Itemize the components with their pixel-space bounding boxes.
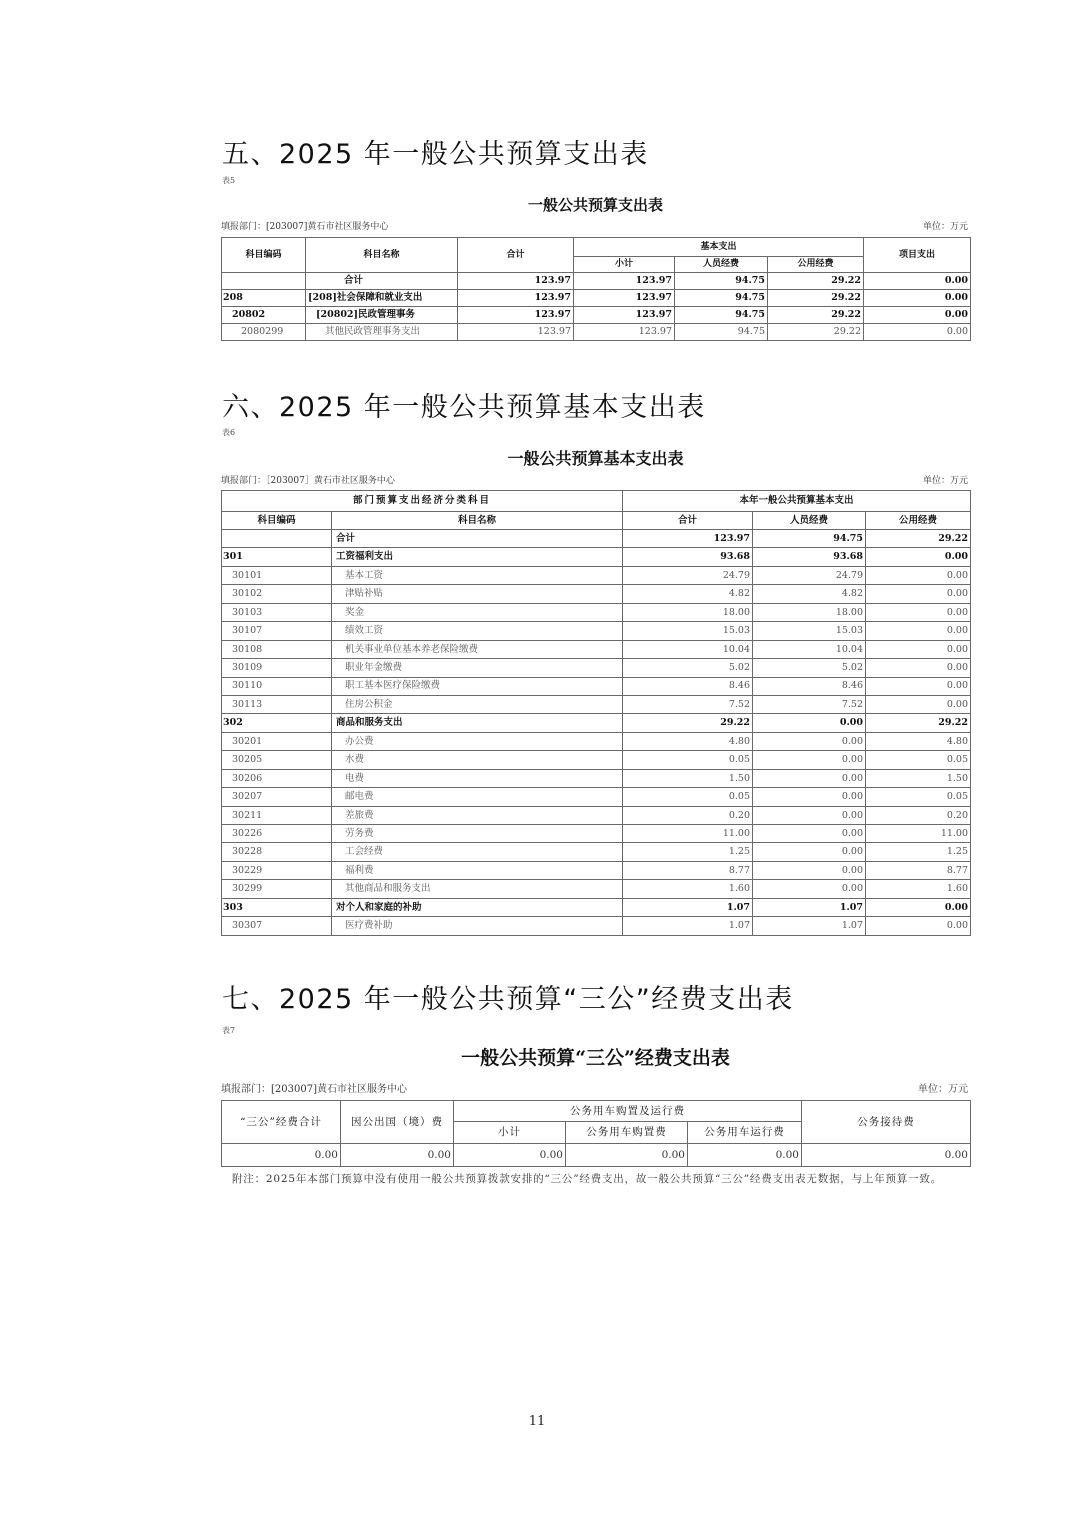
cell-total: 24.79 <box>623 566 753 584</box>
cell-personnel: 5.02 <box>753 659 866 677</box>
table-row-30211 <box>222 806 971 824</box>
cell-personnel: 94.75 <box>675 290 768 307</box>
cell-name: 医疗费补助 <box>332 917 623 935</box>
cell-public: 8.77 <box>866 861 971 879</box>
table-title-7: 一般公共预算“三公”经费支出表 <box>461 1047 730 1069</box>
cell-code: 30207 <box>222 788 332 806</box>
cell-code: 20802 <box>222 307 306 324</box>
table-row-30108 <box>222 640 971 658</box>
cell-name: [20802]民政管理事务 <box>306 307 458 324</box>
table-row-30103 <box>222 603 971 621</box>
cell-code <box>222 530 332 548</box>
table-row-30307 <box>222 917 971 935</box>
cell-code: 30205 <box>222 751 332 769</box>
cell-personnel: 1.07 <box>753 898 866 916</box>
cell-personnel: 94.75 <box>675 324 768 341</box>
section-heading-5: 五、2025 年一般公共预算支出表 <box>222 139 649 170</box>
cell-public: 0.00 <box>866 585 971 603</box>
cell-total: 1.07 <box>623 898 753 916</box>
cell-public: 29.22 <box>768 324 864 341</box>
cell-name: 办公费 <box>332 732 623 750</box>
cell-name: [208]社会保障和就业支出 <box>306 290 458 307</box>
cell-public: 0.00 <box>866 677 971 695</box>
cell-personnel: 10.04 <box>753 640 866 658</box>
cell-public: 29.22 <box>866 530 971 548</box>
cell-personnel: 94.75 <box>675 273 768 290</box>
cell-subtotal: 123.97 <box>574 307 675 324</box>
cell-name: 合计 <box>332 530 623 548</box>
table-row-30113 <box>222 695 971 713</box>
cell-code: 30103 <box>222 603 332 621</box>
header-name: 科目名称 <box>332 512 623 530</box>
cell-total: 0.20 <box>623 806 753 824</box>
cell-vehicle-purchase: 0.00 <box>566 1144 688 1167</box>
cell-code: 303 <box>222 898 332 916</box>
header-code: 科目编码 <box>222 238 306 273</box>
cell-code: 30107 <box>222 622 332 640</box>
cell-personnel: 0.00 <box>753 880 866 898</box>
cell-personnel: 7.52 <box>753 695 866 713</box>
table-row-30299 <box>222 880 971 898</box>
table-body <box>222 1144 971 1167</box>
cell-public: 29.22 <box>768 307 864 324</box>
cell-code: 2080299 <box>222 324 306 341</box>
cell-personnel: 1.07 <box>753 917 866 935</box>
cell-total: 10.04 <box>623 640 753 658</box>
cell-personnel: 93.68 <box>753 548 866 566</box>
table-title-5: 一般公共预算支出表 <box>527 196 663 214</box>
table-meta-7 <box>221 1085 970 1095</box>
table-row-total <box>222 273 971 290</box>
cell-subtotal: 123.97 <box>574 273 675 290</box>
cell-public: 0.00 <box>866 640 971 658</box>
cell-personnel: 94.75 <box>675 307 768 324</box>
table-note-7: 附注：2025年本部门预算中没有使用一般公共预算拨款安排的“三公”经费支出，故一般公共预算“三公”经费支出表无数据，与上年预算一致。 <box>232 1173 942 1185</box>
cell-total: 8.46 <box>623 677 753 695</box>
general-budget-basic-expenditure-table <box>221 490 971 936</box>
header-group-basic-expenditure: 本年一般公共预算基本支出 <box>623 491 971 512</box>
cell-project: 0.00 <box>864 290 971 307</box>
unit-label: 单位：万元 <box>922 476 968 486</box>
table-row-30205 <box>222 751 971 769</box>
header-abroad: 因公出国（境）费 <box>341 1101 454 1144</box>
cell-personnel: 0.00 <box>753 788 866 806</box>
header-public: 公用经费 <box>768 257 864 273</box>
cell-project: 0.00 <box>864 324 971 341</box>
table-row-30107 <box>222 622 971 640</box>
cell-code: 30101 <box>222 566 332 584</box>
header-personnel: 人员经费 <box>675 257 768 273</box>
cell-personnel: 0.00 <box>753 732 866 750</box>
table-body <box>222 273 971 341</box>
cell-total: 93.68 <box>623 548 753 566</box>
cell-personnel: 18.00 <box>753 603 866 621</box>
header-subtotal: 小计 <box>454 1122 566 1144</box>
cell-code: 30110 <box>222 677 332 695</box>
cell-personnel: 0.00 <box>753 825 866 843</box>
header-project: 项目支出 <box>864 238 971 273</box>
dept-label: 填报部门：[203007]黄石市社区服务中心 <box>221 222 389 232</box>
cell-total: 123.97 <box>458 273 574 290</box>
table-row-30201 <box>222 732 971 750</box>
cell-total: 29.22 <box>623 714 753 732</box>
cell-code: 30211 <box>222 806 332 824</box>
cell-total: 123.97 <box>458 307 574 324</box>
table-row-30228 <box>222 843 971 861</box>
table-row-30207 <box>222 788 971 806</box>
header-vehicle-purchase: 公务用车购置费 <box>566 1122 688 1144</box>
cell-name: 绩效工资 <box>332 622 623 640</box>
cell-public: 1.25 <box>866 843 971 861</box>
header-three-public-total: “三公”经费合计 <box>222 1101 341 1144</box>
cell-public: 0.00 <box>866 566 971 584</box>
cell-public: 0.00 <box>866 622 971 640</box>
cell-name: 工会经费 <box>332 843 623 861</box>
cell-code: 30102 <box>222 585 332 603</box>
table-row-2080299 <box>222 324 971 341</box>
cell-name: 电费 <box>332 769 623 787</box>
cell-project: 0.00 <box>864 307 971 324</box>
cell-total: 7.52 <box>623 695 753 713</box>
table-row-30101 <box>222 566 971 584</box>
cell-name: 水费 <box>332 751 623 769</box>
cell-total: 1.25 <box>623 843 753 861</box>
cell-name: 其他民政管理事务支出 <box>306 324 458 341</box>
section-heading-6: 六、2025 年一般公共预算基本支出表 <box>222 392 706 423</box>
three-public-expenses-table <box>221 1100 971 1167</box>
cell-name: 福利费 <box>332 861 623 879</box>
cell-total: 123.97 <box>458 324 574 341</box>
cell-name: 合计 <box>306 273 458 290</box>
header-total: 合计 <box>623 512 753 530</box>
cell-total: 123.97 <box>458 290 574 307</box>
cell-personnel: 4.82 <box>753 585 866 603</box>
cell-personnel: 0.00 <box>753 751 866 769</box>
cell-total: 1.07 <box>623 917 753 935</box>
cell-name: 职工基本医疗保险缴费 <box>332 677 623 695</box>
cell-project: 0.00 <box>864 273 971 290</box>
cell-name: 奖金 <box>332 603 623 621</box>
cell-name: 基本工资 <box>332 566 623 584</box>
table-body <box>222 530 971 936</box>
cell-public: 0.00 <box>866 917 971 935</box>
cell-code: 30109 <box>222 659 332 677</box>
cell-public: 1.60 <box>866 880 971 898</box>
dept-label: 填报部门：［203007］黄石市社区服务中心 <box>221 476 395 486</box>
cell-personnel: 94.75 <box>753 530 866 548</box>
cell-abroad: 0.00 <box>341 1144 454 1167</box>
cell-name: 商品和服务支出 <box>332 714 623 732</box>
table-row-30206 <box>222 769 971 787</box>
cell-vehicle-operation: 0.00 <box>688 1144 802 1167</box>
cell-total: 15.03 <box>623 622 753 640</box>
cell-public: 0.05 <box>866 751 971 769</box>
table-row-30229 <box>222 861 971 879</box>
table-row <box>222 1144 971 1167</box>
header-vehicle-operation: 公务用车运行费 <box>688 1122 802 1144</box>
cell-total: 8.77 <box>623 861 753 879</box>
cell-personnel: 15.03 <box>753 622 866 640</box>
table-meta-6 <box>221 477 970 486</box>
cell-name: 对个人和家庭的补助 <box>332 898 623 916</box>
cell-public: 0.00 <box>866 898 971 916</box>
header-group-classification: 部门预算支出经济分类科目 <box>222 491 623 512</box>
table-row-208 <box>222 290 971 307</box>
cell-total: 11.00 <box>623 825 753 843</box>
cell-personnel: 24.79 <box>753 566 866 584</box>
cell-code: 30299 <box>222 880 332 898</box>
cell-name: 其他商品和服务支出 <box>332 880 623 898</box>
cell-code: 208 <box>222 290 306 307</box>
header-basic: 基本支出 <box>574 238 864 257</box>
cell-code: 301 <box>222 548 332 566</box>
cell-name: 职业年金缴费 <box>332 659 623 677</box>
cell-name: 住房公积金 <box>332 695 623 713</box>
cell-personnel: 8.46 <box>753 677 866 695</box>
table-row-301 <box>222 548 971 566</box>
table-number-6: 表6 <box>222 428 236 437</box>
cell-public: 4.80 <box>866 732 971 750</box>
table-number-7: 表7 <box>222 1026 236 1035</box>
cell-reception: 0.00 <box>802 1144 971 1167</box>
cell-total: 5.02 <box>623 659 753 677</box>
table-number-5: 表5 <box>222 176 236 185</box>
cell-total: 1.60 <box>623 880 753 898</box>
cell-personnel: 0.00 <box>753 861 866 879</box>
cell-code: 30113 <box>222 695 332 713</box>
cell-personnel: 0.00 <box>753 843 866 861</box>
cell-personnel: 0.00 <box>753 714 866 732</box>
table-row-302 <box>222 714 971 732</box>
cell-subtotal: 123.97 <box>574 290 675 307</box>
cell-name: 劳务费 <box>332 825 623 843</box>
header-name: 科目名称 <box>306 238 458 273</box>
table-row-20802 <box>222 307 971 324</box>
header-public: 公用经费 <box>866 512 971 530</box>
table-row-30226 <box>222 825 971 843</box>
cell-public: 0.00 <box>866 548 971 566</box>
cell-total: 0.05 <box>623 788 753 806</box>
cell-code: 30226 <box>222 825 332 843</box>
header-personnel: 人员经费 <box>753 512 866 530</box>
cell-code: 30228 <box>222 843 332 861</box>
table-row-303 <box>222 898 971 916</box>
cell-public: 11.00 <box>866 825 971 843</box>
cell-public: 0.00 <box>866 659 971 677</box>
cell-name: 工资福利支出 <box>332 548 623 566</box>
cell-code: 30229 <box>222 861 332 879</box>
cell-code: 302 <box>222 714 332 732</box>
cell-subtotal: 123.97 <box>574 324 675 341</box>
cell-code: 30201 <box>222 732 332 750</box>
cell-public: 29.22 <box>768 290 864 307</box>
cell-total: 4.80 <box>623 732 753 750</box>
cell-name: 机关事业单位基本养老保险缴费 <box>332 640 623 658</box>
cell-personnel: 0.00 <box>753 769 866 787</box>
cell-public: 0.00 <box>866 603 971 621</box>
dept-label: 填报部门：[203007]黄石市社区服务中心 <box>221 1084 407 1095</box>
cell-name: 津贴补贴 <box>332 585 623 603</box>
cell-public: 1.50 <box>866 769 971 787</box>
cell-public: 0.20 <box>866 806 971 824</box>
table-meta-5 <box>221 223 970 232</box>
cell-public: 29.22 <box>866 714 971 732</box>
cell-name: 差旅费 <box>332 806 623 824</box>
cell-public: 29.22 <box>768 273 864 290</box>
cell-total: 123.97 <box>623 530 753 548</box>
cell-subtotal: 0.00 <box>454 1144 566 1167</box>
cell-personnel: 0.00 <box>753 806 866 824</box>
header-total: 合计 <box>458 238 574 273</box>
header-code: 科目编码 <box>222 512 332 530</box>
cell-public: 0.00 <box>866 695 971 713</box>
page-number: 11 <box>528 1414 546 1429</box>
cell-public: 0.05 <box>866 788 971 806</box>
cell-total: 18.00 <box>623 603 753 621</box>
table-title-6: 一般公共预算基本支出表 <box>507 449 684 468</box>
cell-total: 1.50 <box>623 769 753 787</box>
general-budget-expenditure-table <box>221 237 971 341</box>
table-row-30110 <box>222 677 971 695</box>
unit-label: 单位：万元 <box>922 222 968 232</box>
table-row-total <box>222 530 971 548</box>
header-reception: 公务接待费 <box>802 1101 971 1144</box>
table-row-30102 <box>222 585 971 603</box>
cell-code: 30108 <box>222 640 332 658</box>
cell-code: 30206 <box>222 769 332 787</box>
cell-total: 4.82 <box>623 585 753 603</box>
cell-total: 0.00 <box>222 1144 341 1167</box>
unit-label: 单位：万元 <box>918 1084 968 1095</box>
section-heading-7: 七、2025 年一般公共预算“三公”经费支出表 <box>222 984 794 1015</box>
cell-name: 邮电费 <box>332 788 623 806</box>
header-subtotal: 小计 <box>574 257 675 273</box>
cell-code: 30307 <box>222 917 332 935</box>
header-vehicle: 公务用车购置及运行费 <box>454 1101 802 1122</box>
table-row-30109 <box>222 659 971 677</box>
cell-total: 0.05 <box>623 751 753 769</box>
cell-code <box>222 273 306 290</box>
